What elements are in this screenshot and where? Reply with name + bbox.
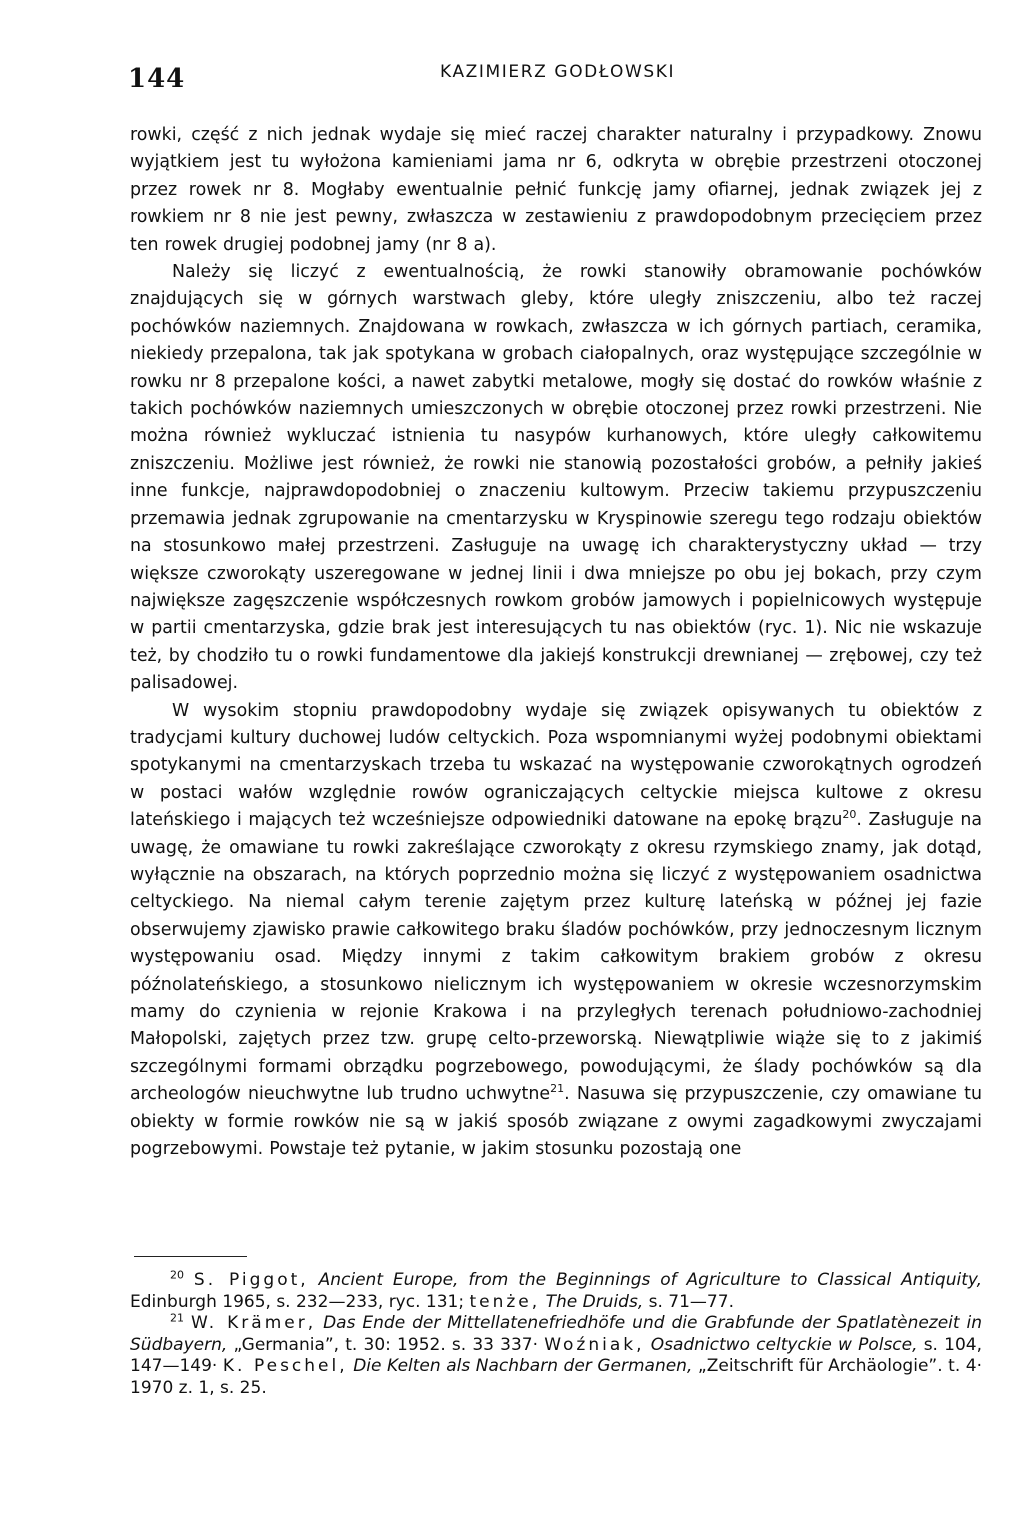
paragraph-3-part-3: . Nasuwa się przypuszczenie, czy omawiane tu obiekty w formie rowków nie są w jakiś sposób związane z owymi zagadkowymi zwyczajami pogrzebowymi. Powstaje też pytanie, w jakim stosunku pozostają one xyxy=(130,1084,982,1160)
footnote-mark-21: 21 xyxy=(170,1311,184,1325)
footnotes xyxy=(130,1270,982,1399)
footnote-21-title-3: Die Kelten als Nachbarn der Germanen, xyxy=(353,1356,693,1376)
footnote-21-title-1: Das Ende der Mittellatenefriedhöfe und die Grabfunde der Spatlatènezeit in Südbayern, xyxy=(130,1313,983,1355)
paragraph-1: rowki, część z nich jednak wydaje się mieć raczej charakter naturalny i przypadkowy. Znowu wyjątkiem jest tu wyłożona kamieniami jama nr 6, odkryta w obrębie przestrzeni otoczonej przez rowek nr 8. Mogłaby ewentualnie pełnić funkcję jamy ofiarnej, jednak związek jej z rowkiem nr 8 nie jest pewny, zwłaszcza w zestawieniu z prawdopodobnym przecięciem przez ten rowek drugiej podobnej jamy (nr 8 a). xyxy=(130,125,982,255)
footnote-20-title-1: Ancient Europe, from the Beginnings of Agriculture to Classical Antiquity, xyxy=(318,1270,983,1290)
footnote-20-tenze: tenże, xyxy=(469,1291,541,1312)
page-header xyxy=(0,58,1024,98)
footnote-20-author: S. Piggot, xyxy=(193,1270,309,1290)
paragraph-3 xyxy=(130,698,982,1164)
footnote-21-author-1: W. Krämer, xyxy=(190,1313,317,1333)
paragraph-3-part-2: . Zasługuje na uwagę, że omawiane tu rowki zakreślające czworokąty z okresu rzymskiego znamy, jak dotąd, wyłącznie na obszarach, na których poprzednio można się liczyć z występowaniem osadnictwa celtyckiego. Na niemal całym terenie zajętym przez kulturę lateńską w późnej jej fazie obserwujemy zjawisko prawie całkowitego braku śladów pochówków, przy jednoczesnym licznym występowaniu osad. Między innymi z takim całkowitym brakiem grobów z okresu późnolateńskiego, a stosunkowo nielicznym ich występowaniem w okresie wczesnorzymskim mamy do czynienia w rejonie Krakowa i na przyległych terenach południowo-zachodniej Małopolski, zajętych przez tzw. grupę celto-przeworską. Niewątpliwie wiąże się to z jakimiś szczególnymi formami obrządku pogrzebowego, powodującymi, że ślady pochówków są dla archeologów nieuchwytne lub trudno uchwytne xyxy=(130,810,983,1105)
running-head: KAZIMIERZ GODŁOWSKI xyxy=(440,62,676,82)
footnote-21-title-2: Osadnictwo celtyckie w Polsce, xyxy=(650,1334,918,1355)
footnote-21-author-2: Woźniak, xyxy=(544,1334,645,1355)
page-number: 144 xyxy=(128,64,186,94)
footnote-21-text-1: „Germania”, t. 30: 1952. s. 33 337· xyxy=(227,1334,545,1355)
paragraph-2: Należy się liczyć z ewentualnością, że rowki stanowiły obramowanie pochówków znajdujących się w górnych warstwach gleby, które uległy zniszczeniu, albo też raczej pochówków naziemnych. Znajdowana w rowkach, zwłaszcza w ich górnych partiach, ceramika, niekiedy przepalona, tak jak spotykana w grobach ciałopalnych, oraz występujące szczególnie w rowku nr 8 przepalone kości, a nawet zabytki metalowe, mogły się dostać do rowków właśnie z takich pochówków naziemnych umieszczonych w obrębie otoczonej przez rowki przestrzeni. Nie można również wykluczać istnienia tu nasypów kurhanowych, które uległy całkowitemu zniszczeniu. Możliwe jest również, że rowki nie stanowią pozostałości grobów, a pełniły jakieś inne funkcje, najprawdopodobniej o znaczeniu kultowym. Przeciw takiemu przypuszczeniu przemawia jednak zgrupowanie na cmentarzysku w Kryspinowie szeregu tego rodzaju obiektów na stosunkowo małej przestrzeni. Zasługuje na uwagę ich charakterystyczny układ — trzy większe czworokąty uszeregowane w jednej linii i dwa mniejsze po obu jej bokach, przy czym największe zagęszczenie współczesnych rowkom grobów jamowych i popielnicowych występuje w partii cmentarzyska, gdzie brak jest interesujących tu nas obiektów (ryc. 1). Nic nie wskazuje też, by chodziło tu o rowki fundamentowe dla jakiejś konstrukcji drewnianej — zrębowej, czy też palisadowej. xyxy=(130,262,982,694)
footnote-mark-20: 20 xyxy=(170,1268,184,1282)
footnote-21 xyxy=(130,1313,982,1399)
footnote-20-text-1: Edinburgh 1965, s. 232—233, ryc. 131; xyxy=(130,1291,470,1312)
footnote-21-text-2: s. 104, 147—149· xyxy=(130,1334,982,1376)
paragraph-3-part-1: W wysokim stopniu prawdopodobny wydaje się związek opisywanych tu obiektów z tradycjami kultury duchowej ludów celtyckich. Poza wspomnianymi wyżej podobnymi obiektami spotykanymi na cmentarzyskach trzeba tu wskazać na występowanie czworokątnych ogrodzeń w postaci wałów względnie rowów ograniczających celtyckie miejsca kultowe z okresu lateńskiego i mających też wcześniejsze odpowiedniki datowane na epokę brązu xyxy=(130,700,982,831)
footnote-21-author-3: K. Peschel, xyxy=(222,1356,348,1376)
footnote-20-text-2: s. 71—77. xyxy=(643,1291,734,1312)
footnote-ref-20: 20 xyxy=(842,808,857,822)
main-text xyxy=(130,122,982,1163)
footnote-ref-21: 21 xyxy=(550,1082,565,1096)
footnote-20 xyxy=(130,1270,982,1313)
footnote-20-title-2: The Druids, xyxy=(545,1291,644,1312)
footnote-21-text-3: „Zeitschrift für Archäologie”. t. 4· 1970 z. 1, s. 25. xyxy=(130,1356,983,1398)
footnote-separator xyxy=(134,1256,247,1257)
